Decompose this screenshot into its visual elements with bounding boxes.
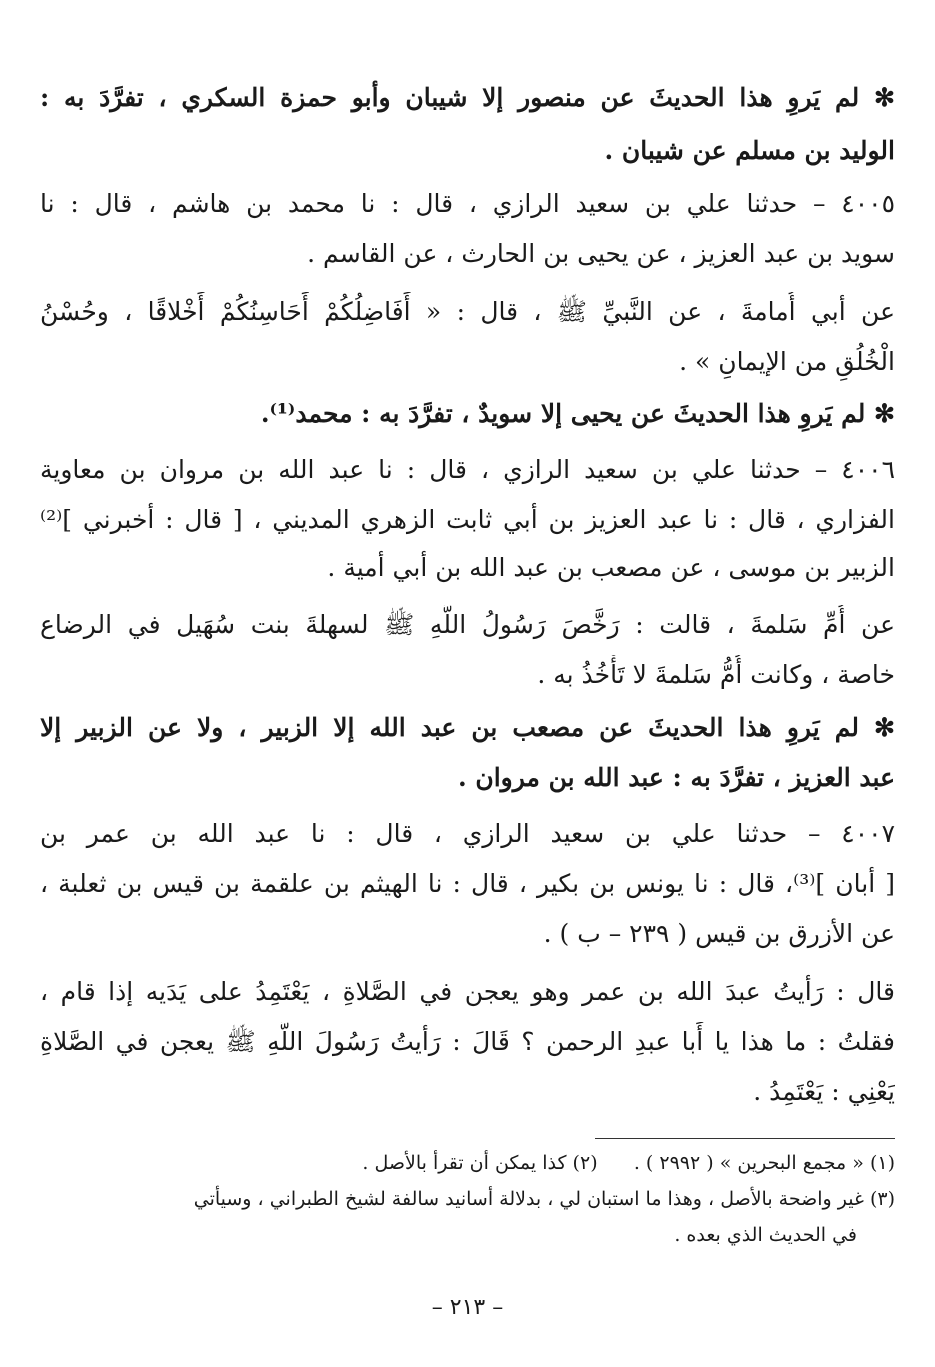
hadith-4005-isnad-line: ٤٠٠٥ – حدثنا علي بن سعيد الرازي ، قال : نا محمد بن هاشم ، قال : نا — [40, 189, 895, 218]
hadith-4005-text-line: الْخُلُقِ من الإيمانِ » . — [679, 347, 895, 376]
footnote-line: في الحديث الذي بعده . — [674, 1224, 857, 1246]
hadith-4007-text-line: قال : رَأيتُ عبدَ الله بن عمر وهو يعجن في الصَّلاةِ ، يَعْتَمِدُ على يَدَيه إذا قام ، — [40, 977, 895, 1006]
note-line: ✻ لم يَروِ هذا الحديثَ عن مصعب بن عبد الله إلا الزبير ، ولا عن الزبير إلا — [40, 713, 895, 742]
note-line: ✻ لم يَروِ هذا الحديثَ عن يحيى إلا سويدٌ ، تفرَّدَ به : محمد⁽¹⁾. — [260, 399, 895, 428]
page-number: – ٢١٣ – — [431, 1295, 504, 1320]
hadith-4007-isnad-line: [ أبان ]⁽³⁾، قال : نا يونس بن بكير ، قال : نا الهيثم بن علقمة بن قيس بن ثعلبة ، — [40, 869, 895, 898]
hadith-4005-text-line: عن أبي أُمامةَ ، عن النَّبيِّ ﷺ ، قال : « أَفَاضِلُكُمْ أَحَاسِنُكُمْ أَخْلاقًا ، وحُسْنُ — [40, 297, 895, 326]
hadith-4006-isnad-line: ٤٠٠٦ – حدثنا علي بن سعيد الرازي ، قال : نا عبد الله بن مروان بن معاوية — [40, 455, 895, 484]
footnote-line: (١) « مجمع البحرين » ( ٢٩٩٢ ) . (٢) كذا يمكن أن تقرأ بالأصل . — [362, 1152, 895, 1174]
hadith-4007-isnad-line: عن الأزرق بن قيس ( ٢٣٩ – ب ) . — [543, 919, 895, 948]
hadith-4007-text-line: يَعْنِي : يَعْتَمِدُ . — [753, 1077, 895, 1106]
hadith-4005-isnad-line: سويد بن عبد العزيز ، عن يحيى بن الحارث ، عن القاسم . — [307, 239, 895, 268]
hadith-4006-isnad-line: الفزاري ، قال : نا عبد العزيز بن أبي ثابت الزهري المديني ، [ قال : أخبرني ]⁽²⁾ — [40, 505, 895, 534]
note-line: الوليد بن مسلم عن شيبان . — [604, 136, 895, 165]
footnote-separator — [595, 1138, 895, 1139]
hadith-4007-isnad-line: ٤٠٠٧ – حدثنا علي بن سعيد الرازي ، قال : نا عبد الله بن عمر بن — [40, 819, 895, 848]
hadith-4006-text-line: خاصة ، وكانت أُمُّ سَلمةَ لا تَأْخُذُ به . — [537, 660, 895, 689]
hadith-4006-text-line: عن أُمِّ سَلمةَ ، قالت : رَخَّصَ رَسُولُ اللَّهِ ﷺ لسهلةَ بنت سُهَيل في الرضاع — [40, 610, 895, 639]
note-line: ✻ لم يَروِ هذا الحديثَ عن منصور إلا شيبان وأبو حمزة السكري ، تفرَّدَ به : — [40, 83, 895, 112]
hadith-4007-text-line: فقلتُ : ما هذا يا أَبا عبدِ الرحمن ؟ قَالَ : رَأيتُ رَسُولَ اللَّهِ ﷺ يعجن في الصَّلاةِ — [40, 1027, 895, 1056]
note-line: عبد العزيز ، تفرَّدَ به : عبد الله بن مروان . — [457, 763, 895, 792]
hadith-4006-isnad-line: الزبير بن موسى ، عن مصعب بن عبد الله بن أبي أمية . — [327, 553, 895, 582]
footnote-line: (٣) غير واضحة بالأصل ، وهذا ما استبان لي ، بدلالة أسانيد سالفة لشيخ الطبراني ، وسيأتي — [193, 1188, 895, 1210]
